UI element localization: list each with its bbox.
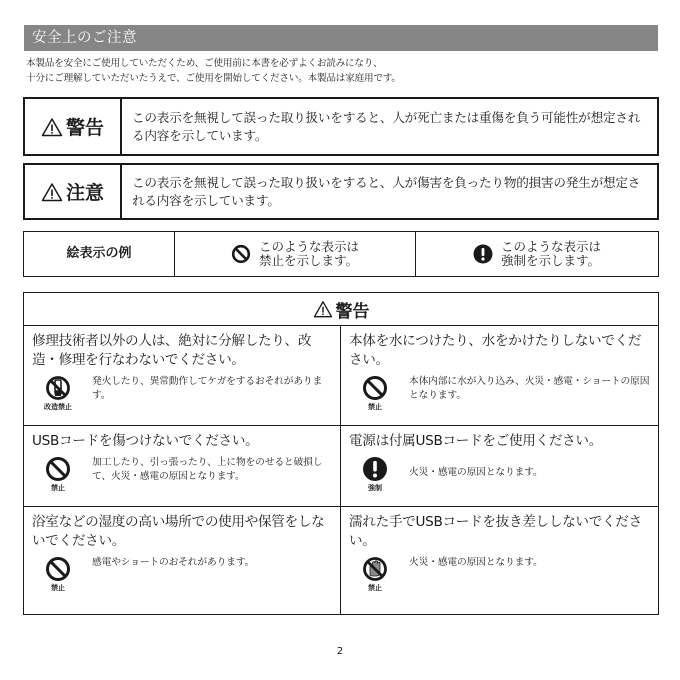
signal-warning-text: この表示を無視して誤った取り扱いをすると、人が死亡または重傷を負う可能性が想定される内容を示しています。 [132, 109, 641, 143]
symbol-caption: 改造禁止 [44, 403, 72, 411]
symbol-caption: 禁止 [368, 403, 382, 411]
warning-item-heading: 濡れた手でUSBコードを抜き差ししないでください。 [349, 514, 642, 549]
signal-caution-box [23, 163, 659, 220]
no-disassembly-icon [45, 375, 71, 401]
page-number: 2 [336, 646, 344, 657]
warning-table-title: 警告 [335, 301, 370, 322]
signal-caution-label-cell [25, 165, 122, 218]
symbol-examples-table [23, 231, 659, 277]
caution-triangle-icon [41, 182, 63, 202]
warning-item-description: 加工したり、引っ張ったり、上に物をのせると破損して、火災・感電の原因となります。 [92, 457, 323, 482]
warning-triangle-icon [41, 117, 63, 137]
warning-item [341, 507, 658, 615]
examples-mandatory-line-1: このような表示は [500, 239, 601, 254]
examples-prohibit-cell [175, 232, 416, 276]
examples-prohibit-line-2: 禁止を示します。 [258, 253, 358, 268]
warning-table [23, 292, 659, 615]
warning-item-heading: 浴室などの湿度の高い場所での使用や保管をしないでください。 [32, 514, 325, 549]
symbol-caption: 強制 [368, 484, 382, 492]
warning-item-description: 感電やショートのおそれがあります。 [92, 557, 255, 568]
warning-item-description: 発火したり、異常動作してケガをするおそれがあります。 [92, 376, 323, 401]
symbol-caption: 禁止 [368, 584, 382, 592]
prohibited-icon [45, 556, 71, 582]
examples-mandatory-cell [416, 232, 658, 276]
examples-label-cell [24, 232, 175, 276]
warning-item [341, 426, 658, 507]
mandatory-icon [362, 456, 388, 482]
warning-item [24, 426, 341, 507]
warning-item-description: 火災・感電の原因となります。 [409, 467, 543, 478]
warning-item-heading: 修理技術者以外の人は、絶対に分解したり、改造・修理を行なわないでください。 [32, 333, 312, 368]
signal-warning-label: 警告 [65, 117, 104, 139]
no-wet-hands-icon [362, 556, 388, 582]
warning-item [24, 507, 341, 615]
warning-item [341, 326, 658, 426]
signal-warning-label-cell [25, 99, 122, 154]
signal-caution-text: この表示を無視して誤った取り扱いをすると、人が傷害を負ったり物的損害の発生が想定される内容を示しています。 [132, 174, 641, 208]
prohibited-icon [45, 456, 71, 482]
section-title-bar [24, 25, 658, 51]
intro-text [26, 56, 662, 86]
warning-triangle-icon [313, 300, 333, 318]
examples-label: 絵表示の例 [66, 246, 132, 261]
symbol-caption: 禁止 [51, 484, 65, 492]
prohibited-icon [231, 244, 251, 264]
warning-item [24, 326, 341, 426]
intro-line-2: 十分にご理解していただいたうえで、ご使用を開始してください。本製品は家庭用です。 [26, 73, 401, 84]
prohibited-icon [362, 375, 388, 401]
examples-mandatory-line-2: 強制を示します。 [500, 253, 600, 268]
warning-item-description: 本体内部に水が入り込み、火災・感電・ショートの原因となります。 [409, 376, 650, 401]
symbol-caption: 禁止 [51, 584, 65, 592]
warning-table-title-row [24, 293, 658, 326]
signal-caution-label: 注意 [65, 182, 104, 204]
section-title: 安全上のご注意 [32, 30, 137, 46]
warning-item-heading: 本体を水につけたり、水をかけたりしないでください。 [349, 333, 642, 368]
signal-warning-box [23, 97, 659, 156]
warning-item-heading: 電源は付属USBコードをご使用ください。 [349, 433, 602, 449]
intro-line-1: 本製品を安全にご使用していただくため、ご使用前に本書を必ずよくお読みになり、 [26, 58, 383, 69]
warning-item-description: 火災・感電の原因となります。 [409, 557, 543, 568]
examples-prohibit-line-1: このような表示は [258, 239, 359, 254]
warning-item-heading: USBコードを傷つけないでください。 [32, 433, 259, 449]
mandatory-icon [473, 244, 493, 264]
